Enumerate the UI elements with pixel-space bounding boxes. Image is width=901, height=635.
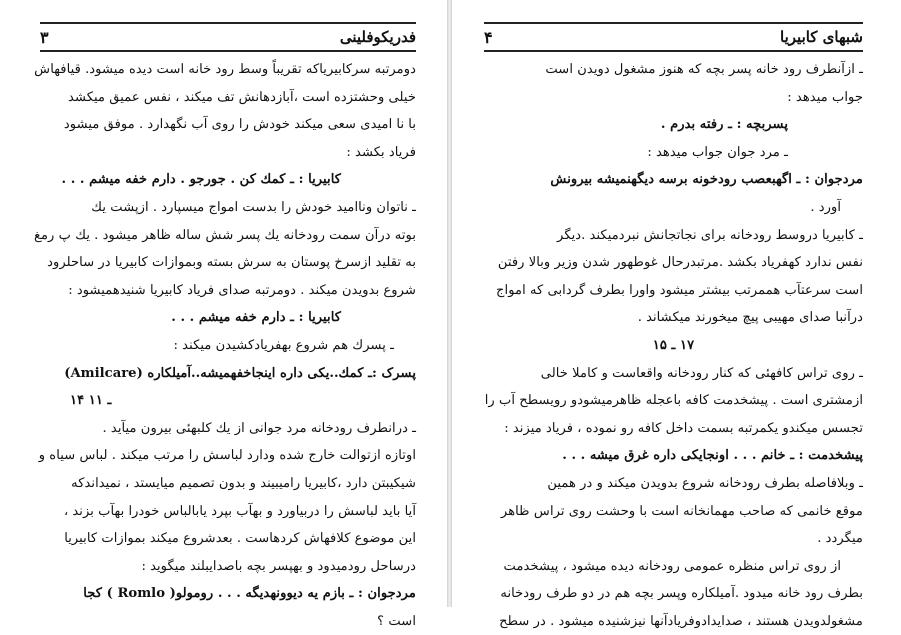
text-line: درآنبا صدای مهیبی پیچ میخورند میکشاند . (637, 310, 863, 326)
book-gutter (447, 0, 452, 607)
text-line: بوته درآن سمت رودخانه یك پسر شش ساله ظاهر میشود . یك پ رمغ (33, 227, 416, 243)
text-line: موقع خانمی که صاحب مهمانخانه است با وحشت روی تراس ظاهر (500, 503, 863, 519)
text-line: آیا باید لباسش را دربیاورد و بهآب بپرد یابالباس خودرا بهآب بزند ، (63, 503, 416, 519)
text-line: ـ مرد جوان جواب میدهد : (647, 144, 788, 160)
dialogue-line: مردجوان : ـ بازم یه دیوونهدیگه . . . رومولو( Romlo ) کجا (83, 586, 416, 602)
right-page-number: ۴ (484, 27, 493, 47)
text-line: شروع بدویدن میکند . دومرتبه صدای فریاد کابیریا شنیدهمیشود : (68, 282, 416, 298)
text-line: میگردد . (817, 531, 863, 547)
text-line: ـ ازآنطرف رود خانه پسر بچه که هنوز مشغول دویدن است (545, 62, 863, 77)
left-page-body (33, 56, 416, 635)
text-line: درساحل رودمیدود و بهپسر بچه باصدایبلند میگوید : (141, 558, 416, 574)
text-line: مشغولدویدن هستند ، صدایدادوفریادآنها نیزشنیده میشود . در سطح (499, 613, 863, 629)
scene-number: ١۴ ـ ١١ (70, 393, 112, 409)
text-line: تجسس میکندو یکمرتبه بسمت داخل کافه رو نموده ، فریاد میزند : (504, 420, 863, 436)
text-line: خیلی وحشتزده است ،آبازدهانش تف میکند ، نفس عمیق میکشد (68, 89, 416, 105)
dialogue-line: پسرک :ـ کمك..یکی داره اینجاخفهمیشه..آمیلکاره (Amilcare) (64, 365, 416, 381)
right-page-body (484, 56, 863, 635)
dialogue-line: پسربچه : ـ رفته بدرم . (660, 117, 788, 133)
text-line: نفس ندارد کهفریاد بکشد .مرتبدرحال غوطهور شدن وزیر وبالا رفتن (497, 255, 863, 271)
text-line: از روی تراس منظره عمومی رودخانه دیده میشود ، پیشخدمت (503, 558, 841, 574)
dialogue-line: پیشخدمت : ـ خانم . . . اونجایکی داره غرق میشه . . . (562, 448, 863, 464)
text-line: دومرتبه سرکابیریاکه تقریباً وسط رود خانه است دیده میشود. قیافهاش (34, 62, 416, 77)
text-line: به تقلید ازسرخ پوستان به سرش بسته وبموازات کابیریا در ساحلرود (47, 255, 416, 271)
dialogue-line: مردجوان : ـ اگهبعصب رودخونه برسه دیگهنمیشه بیرونش (550, 172, 863, 188)
text-line: ازمشتری است . پیشخدمت کافه باعجله ظاهرمیشودو رویسطح آب را (484, 393, 863, 409)
dialogue-line: کابیریا : ـ کمك کن . جورجو . دارم خفه میشم . . . (61, 172, 341, 188)
text-line: ـ پسرك هم شروع بهفریادکشیدن میکند : (173, 337, 394, 353)
text-line: بطرف رود خانه میدود .آمیلکاره وپسر بچه هم در دو طرف رودخانه (500, 586, 863, 602)
left-running-title: فدریکوفلینی (339, 28, 416, 46)
left-page (0, 0, 446, 629)
text-line: شیکیبتن دارد ،کابیریا رامیبیند و بدون تصمیم میایستد ، نمیداندکه (71, 475, 416, 491)
text-line: این موضوع کلافهاش کردهاست . بعدشروع میکند بموازات کابیریا (64, 531, 416, 547)
text-line: جواب میدهد : (787, 89, 863, 105)
text-line: با نا امیدی سعی میکند خودش را روی آب نگهدارد . موفق میشود (63, 117, 416, 133)
text-line: ـ وبلافاصله بطرف رودخانه شروع بدویدن میکند و در همین (547, 475, 863, 491)
left-page-number: ۳ (40, 27, 49, 47)
left-page-header (40, 22, 416, 52)
dialogue-line: کابیریا : ـ دارم خفه میشم . . . (171, 310, 341, 326)
text-line: اوتازه ازتوالت خارج شده ودارد لباسش را مرتب میکند . لباس سیاه و (38, 448, 416, 464)
right-page-header (484, 22, 863, 52)
text-line: ـ روی تراس کافهئی که کنار رودخانه واقعاست و کاملا خالی (540, 365, 863, 381)
text-line: ـ درانطرف رودخانه مرد جوانی از یك کلبهئی بیرون میآید . (102, 420, 416, 436)
text-line: ـ کابیریا دروسط رودخانه برای نجاتجانش نبردمیکند .دیگر (557, 227, 863, 243)
text-line: است سرعتآب هممرتب بیشتر میشود واورا بطرف گردابی که امواج (496, 282, 863, 298)
text-line: آورد . (810, 199, 841, 215)
text-line: فریاد بکشد : (346, 144, 416, 160)
text-line: ـ ناتوان وناامید خودش را بدست امواج میسپارد . ازپشت یك (91, 199, 416, 215)
right-page (454, 0, 901, 629)
text-line: است ؟ (377, 613, 416, 629)
scene-number: ١٧ ـ ١۵ (652, 337, 695, 353)
right-running-title: شبهای کابیریا (780, 28, 863, 46)
